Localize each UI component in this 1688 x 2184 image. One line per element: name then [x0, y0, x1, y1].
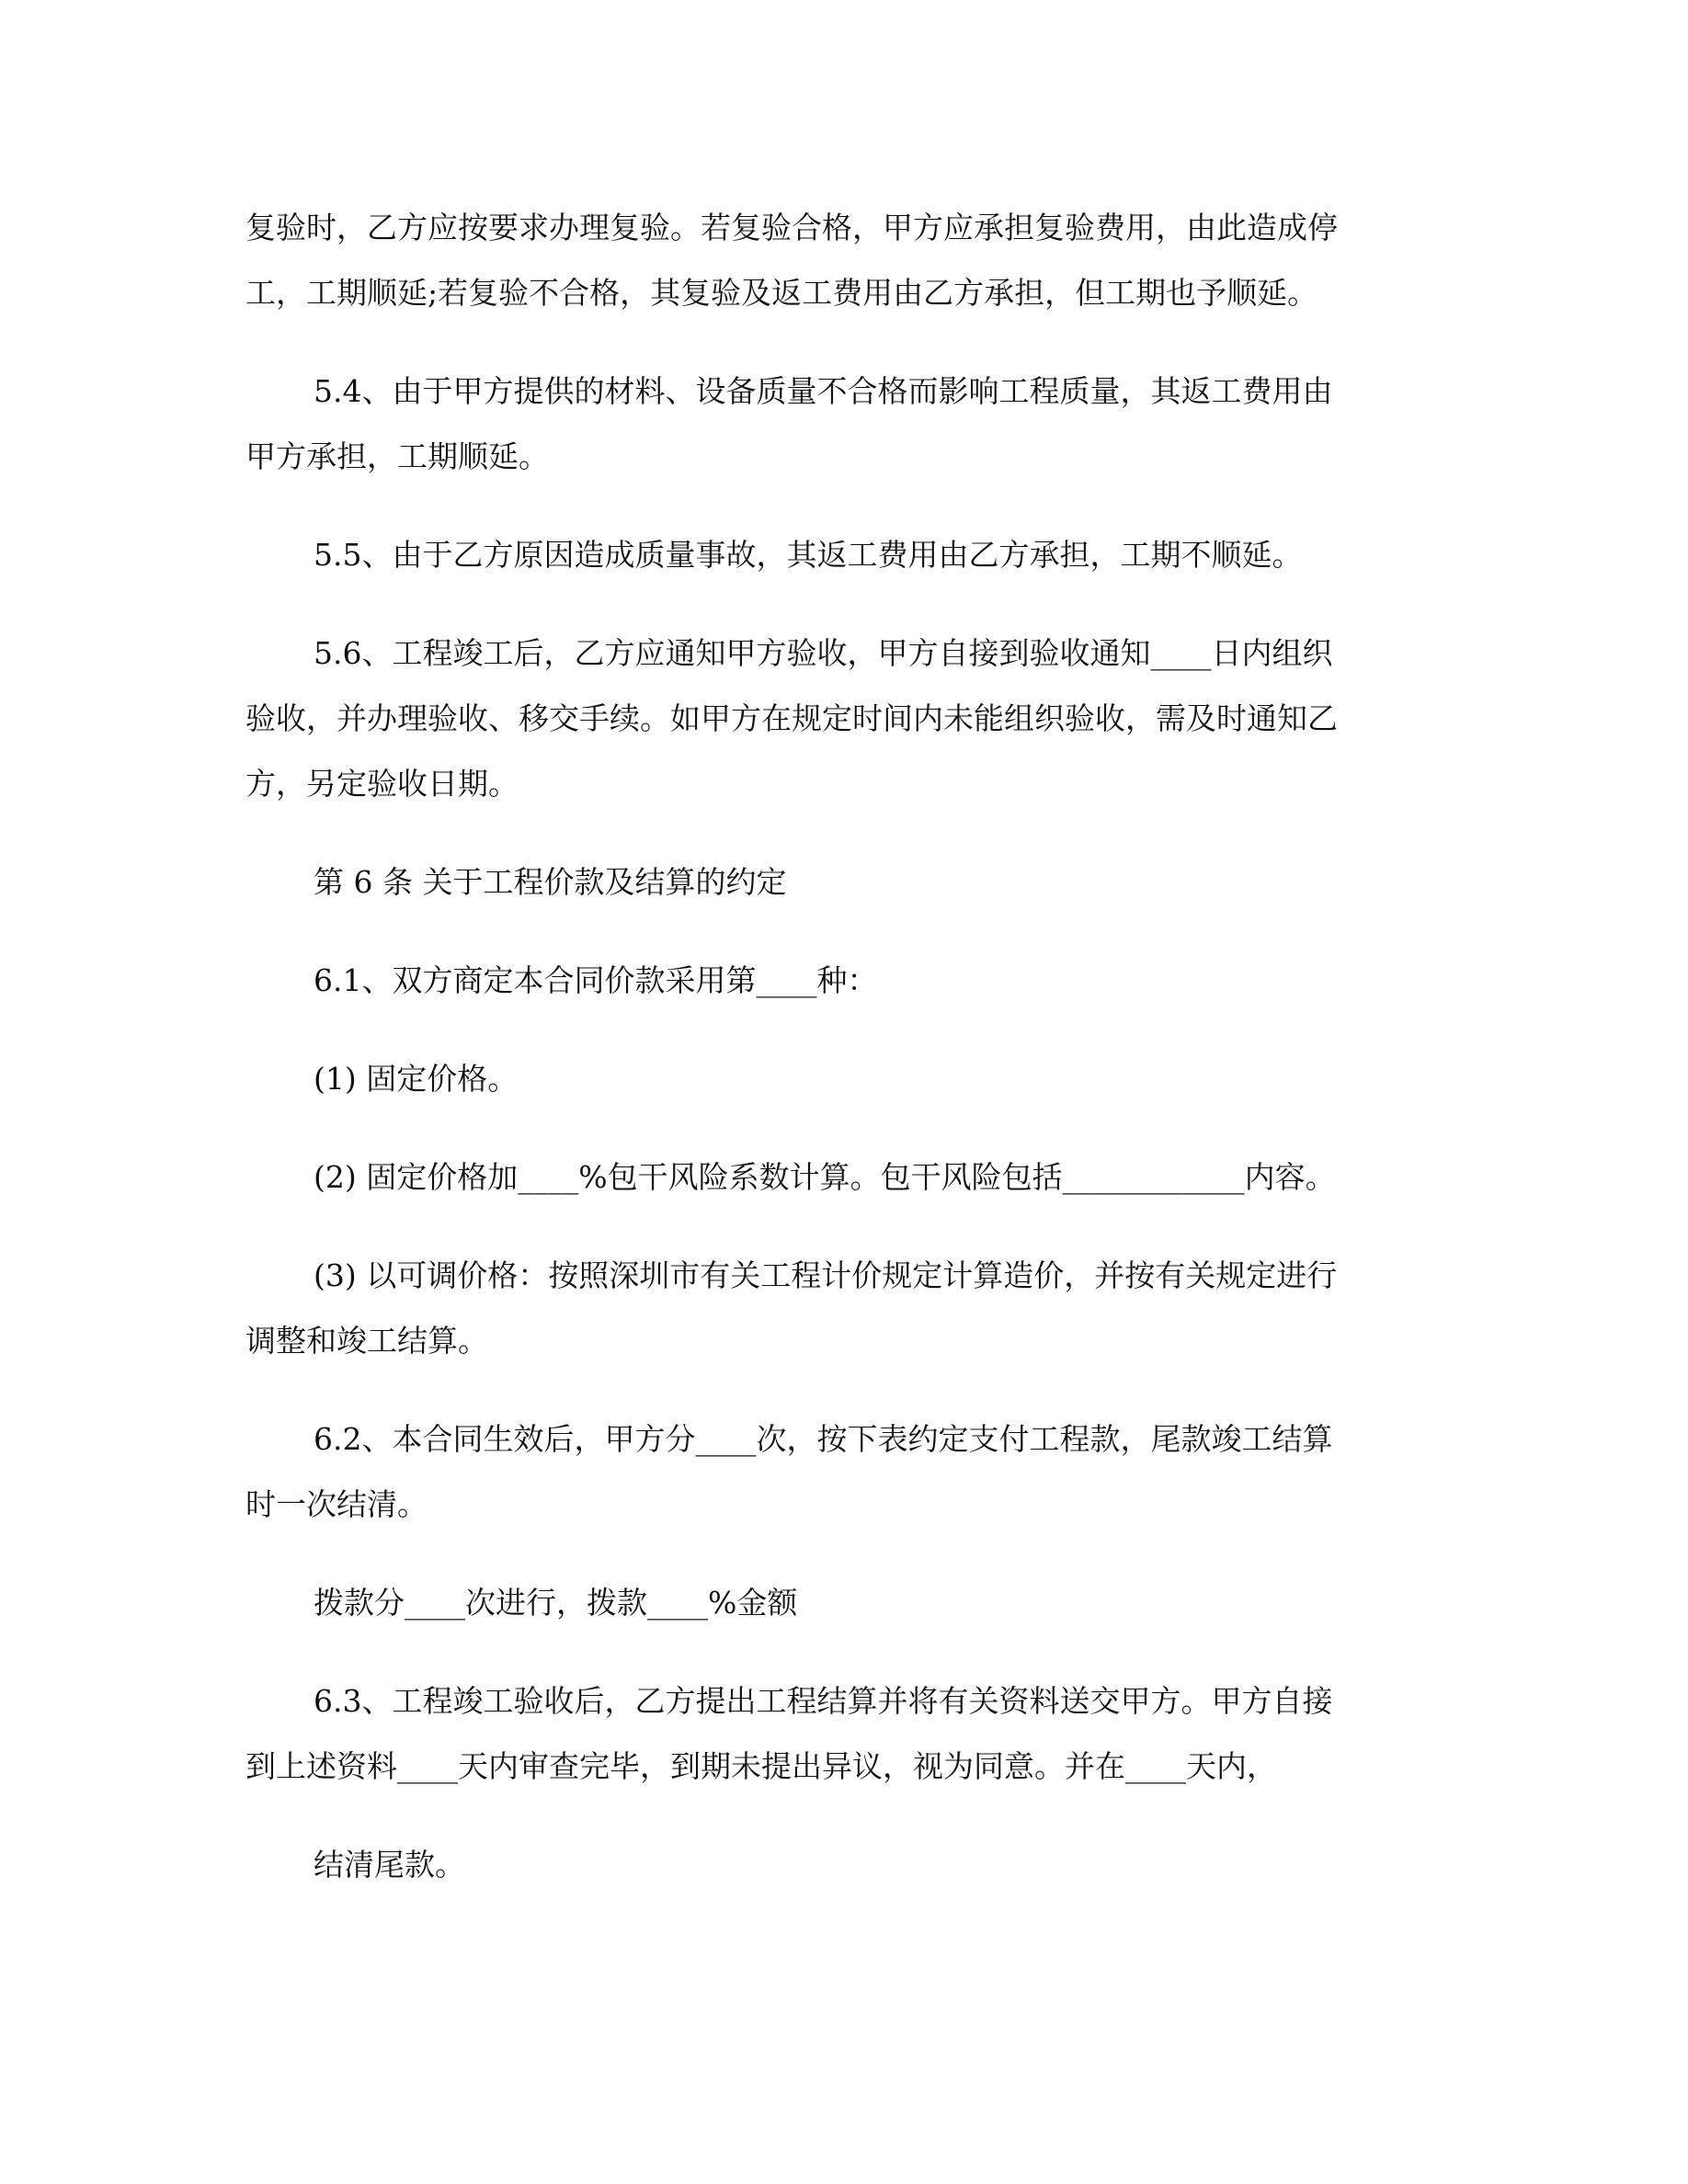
text-line: 6.3、工程竣工验收后，乙方提出工程结算并将有关资料送交甲方。甲方自接: [314, 1683, 1333, 1719]
paragraph-5-4: [245, 358, 1441, 489]
paragraph-6-3: [245, 1668, 1441, 1799]
text-line: 第 6 条 关于工程价款及结算的约定: [314, 864, 787, 900]
paragraph-6-2: [245, 1406, 1441, 1537]
text-line: (2) 固定价格加____%包干风险系数计算。包干风险包括____________内容。: [314, 1159, 1336, 1195]
text-line: 5.5、由于乙方原因造成质量事故，其返工费用由乙方承担，工期不顺延。: [314, 537, 1303, 573]
paragraph-6-2-payments: [245, 1570, 1441, 1635]
text-line: 6.1、双方商定本合同价款采用第____种：: [314, 962, 878, 998]
paragraph-6-3-final: [245, 1832, 1441, 1897]
text-line: 时一次结清。: [245, 1486, 428, 1522]
paragraph-6-1-option-2: [245, 1144, 1441, 1210]
paragraph-5-5: [245, 522, 1441, 587]
paragraph-5-3-continued: [245, 195, 1441, 325]
text-line: 验收，并办理验收、移交手续。如甲方在规定时间内未能组织验收，需及时通知乙: [245, 700, 1338, 736]
text-line: 6.2、本合同生效后，甲方分____次，按下表约定支付工程款，尾款竣工结算: [314, 1421, 1333, 1457]
text-line: 方，另定验收日期。: [245, 766, 519, 802]
article-6-heading: [245, 849, 1441, 915]
paragraph-6-1-option-1: [245, 1046, 1441, 1111]
text-line: 到上述资料____天内审查完毕，到期未提出异议，视为同意。并在____天内，: [245, 1748, 1277, 1784]
text-line: 工，工期顺延;若复验不合格，其复验及返工费用由乙方承担，但工期也予顺延。: [245, 275, 1318, 311]
paragraph-5-6: [245, 620, 1441, 816]
text-line: 拨款分____次进行，拨款____%金额: [314, 1585, 798, 1621]
paragraph-6-1: [245, 948, 1441, 1013]
text-line: 甲方承担，工期顺延。: [245, 438, 549, 474]
text-line: 复验时，乙方应按要求办理复验。若复验合格，甲方应承担复验费用，由此造成停: [245, 210, 1338, 245]
text-line: (1) 固定价格。: [314, 1061, 519, 1097]
text-line: 5.4、由于甲方提供的材料、设备质量不合格而影响工程质量，其返工费用由: [314, 373, 1333, 409]
text-line: (3) 以可调价格：按照深圳市有关工程计价规定计算造价，并按有关规定进行: [314, 1257, 1338, 1293]
contract-body-text: [245, 195, 1441, 1930]
paragraph-6-1-option-3: [245, 1243, 1441, 1373]
text-line: 调整和竣工结算。: [245, 1323, 488, 1359]
text-line: 结清尾款。: [314, 1847, 465, 1883]
text-line: 5.6、工程竣工后，乙方应通知甲方验收，甲方自接到验收通知____日内组织: [314, 635, 1333, 671]
